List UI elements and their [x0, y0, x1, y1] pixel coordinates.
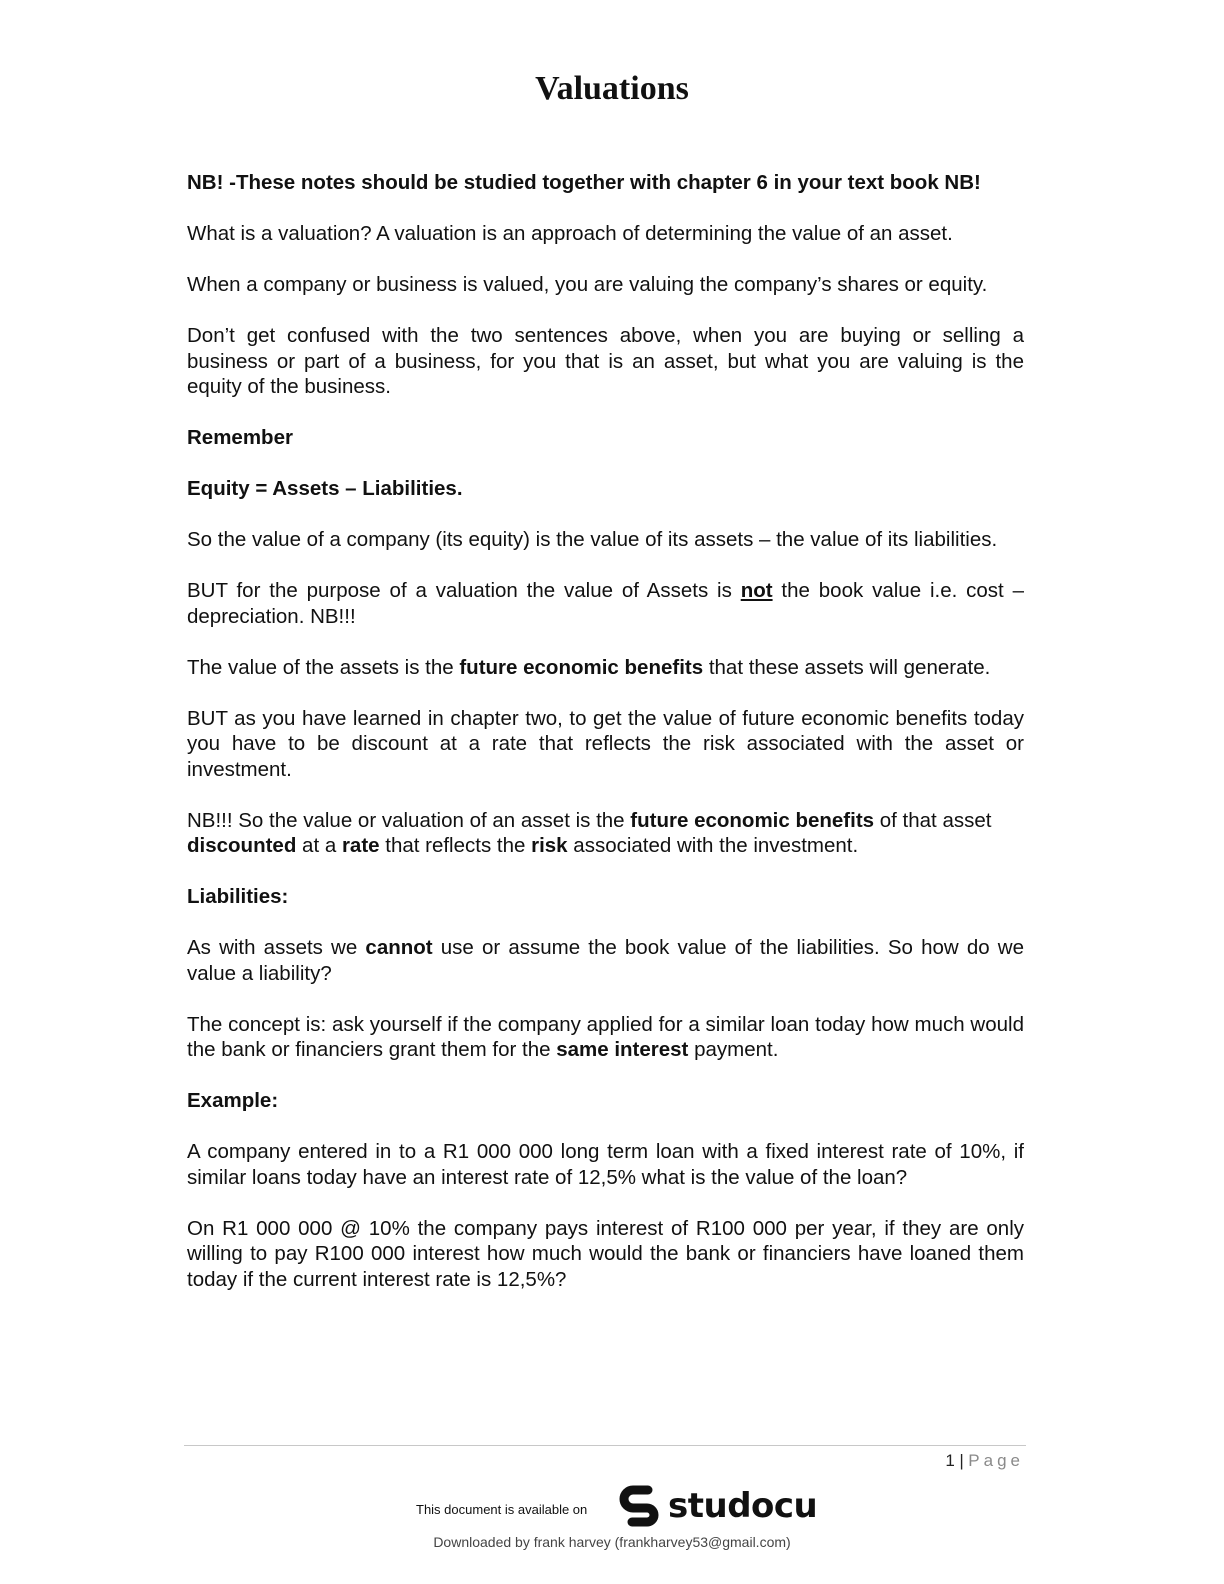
heading-liabilities: Liabilities: [187, 885, 289, 908]
equity-formula: Equity = Assets – Liabilities. [187, 477, 463, 500]
document-title: Valuations [535, 70, 689, 107]
paragraph-nb-valuation: NB!!! So the value or valuation of an asset is the future economic benefits of that asset discounted at a rate that reflects the risk associated with the investment. [187, 808, 992, 857]
paragraph-what-is-valuation: What is a valuation? A valuation is an approach of determining the value of an asset. [187, 222, 953, 245]
paragraph-book-value: BUT for the purpose of a valuation the value of Assets is not the book value i.e. cost – depreciation. NB!!! [187, 579, 1024, 628]
availability-text: This document is available on [416, 1502, 588, 1517]
document-body [187, 170, 1024, 1318]
studocu-logo-icon [618, 1484, 662, 1528]
downloaded-by: Downloaded by frank harvey (frankharvey53@gmail.com) [433, 1534, 791, 1550]
paragraph-dont-get-confused: Don’t get confused with the two sentences above, when you are buying or selling a business or part of a business, for you that is an asset, but what you are valuing is the equity of the business. [187, 324, 1024, 398]
paragraph-concept: The concept is: ask yourself if the company applied for a similar loan today how much would the bank or financiers grant them for the same interest payment. [187, 1012, 1024, 1061]
paragraph-future-benefits: The value of the assets is the future economic benefits that these assets will generate. [187, 655, 991, 679]
heading-remember: Remember [187, 426, 293, 449]
emphasis-not: not [740, 579, 773, 602]
heading-example: Example: [187, 1089, 279, 1112]
paragraph-chapter-two: BUT as you have learned in chapter two, to get the value of future economic benefits today you have to be discount at a rate that reflects the risk associated with the asset or investment. [187, 706, 1024, 781]
page-number: 1 | Page [945, 1451, 1024, 1470]
nb-notice: NB! -These notes should be studied together with chapter 6 in your text book NB! [187, 171, 981, 194]
paragraph-value-of-company: So the value of a company (its equity) is the value of its assets – the value of its liabilities. [187, 528, 998, 551]
studocu-logo-text: studocu [668, 1486, 818, 1526]
studocu-logo[interactable] [618, 1484, 817, 1528]
paragraph-example-interest: On R1 000 000 @ 10% the company pays interest of R100 000 per year, if they are only willing to pay R100 000 interest how much would the bank or financiers have loaned them today if the current interest rate is 12,5%? [187, 1216, 1024, 1291]
paragraph-liabilities: As with assets we cannot use or assume the book value of the liabilities. So how do we value a liability? [187, 936, 1024, 985]
paragraph-example-loan: A company entered in to a R1 000 000 long term loan with a fixed interest rate of 10%, if similar loans today have an interest rate of 12,5% what is the value of the loan? [187, 1140, 1024, 1189]
paragraph-company-valued: When a company or business is valued, you are valuing the company’s shares or equity. [187, 273, 988, 296]
footer-divider [184, 1445, 1026, 1446]
